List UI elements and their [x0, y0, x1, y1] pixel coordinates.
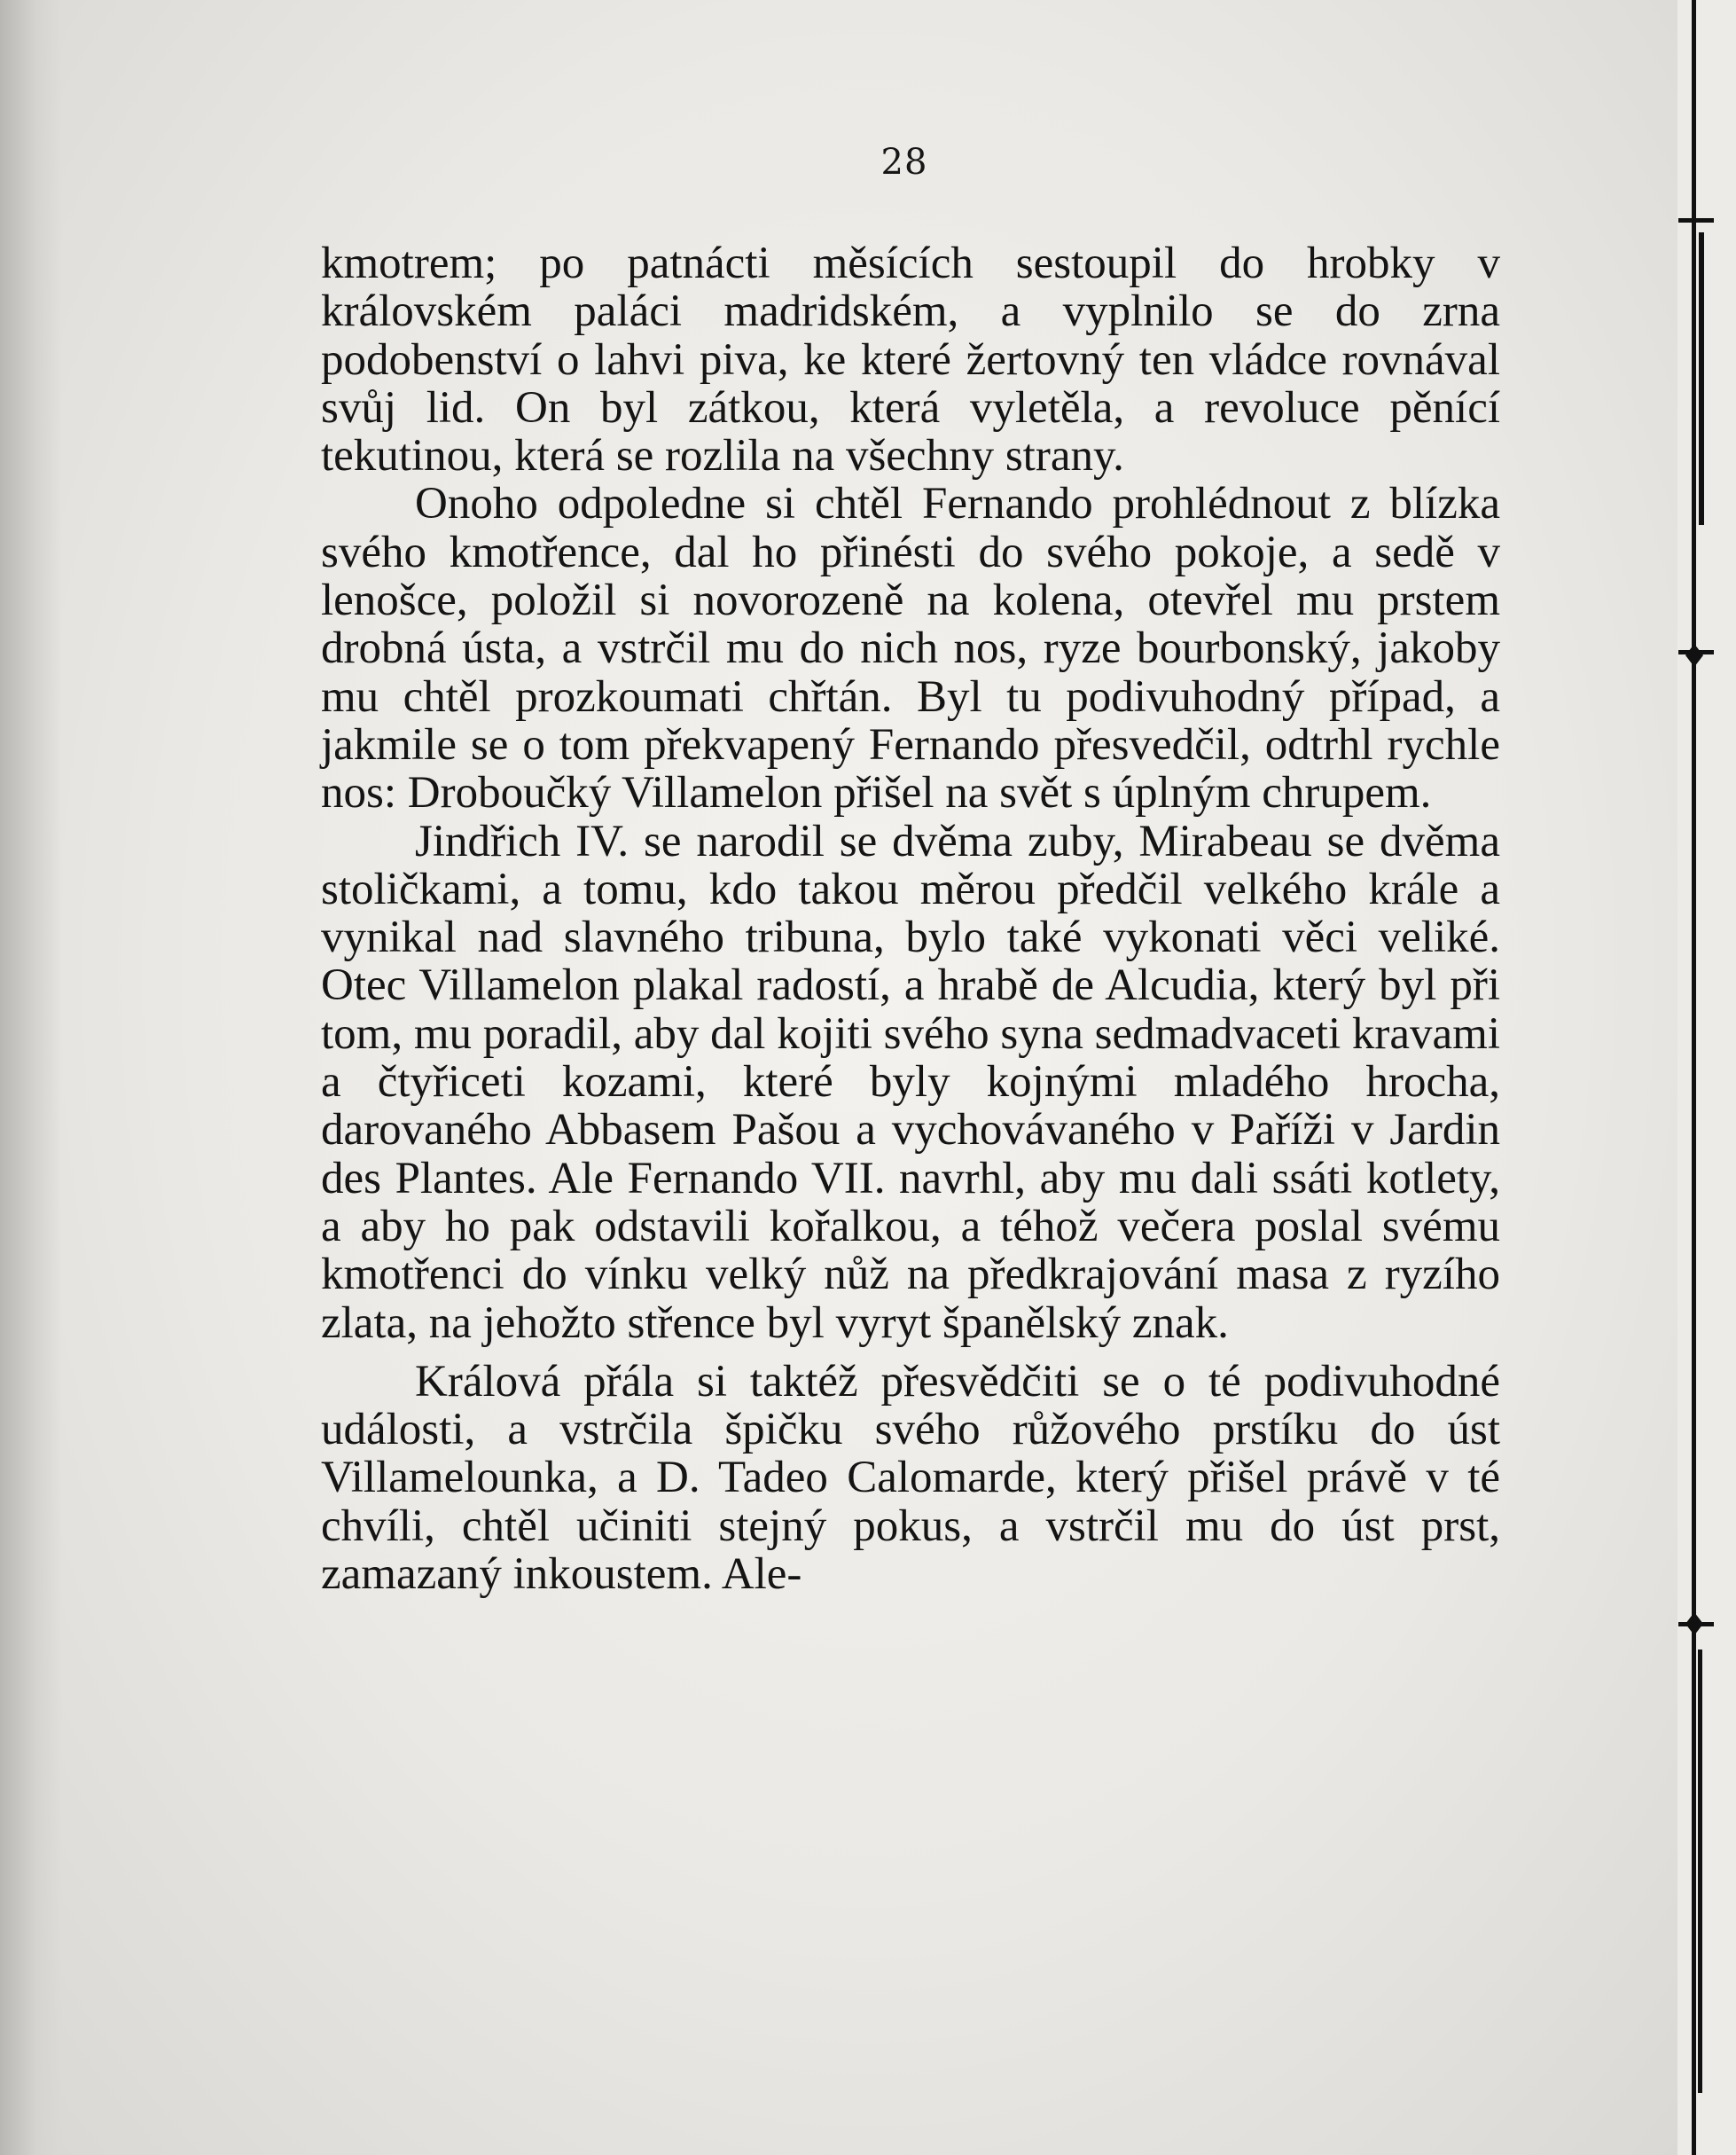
paragraph: Onoho odpoledne si chtěl Fernando prohlédnout z blízka svého kmotřence, dal ho přinésti do svého pokoje, a sedě v lenošce, položil si novorozeně na kolena, otevřel mu prstem drobná ústa, a vstrčil mu do nich nos, ryze bourbonský, jakoby mu chtěl prozkoumati chřtán. Byl tu podivuhodný případ, a jakmile se o tom překvapený Fernando přesvedčil, odtrhl rychle nos: Droboučký Villamelon přišel na svět s úplným chrupem.	[321, 479, 1500, 819]
body-text	[321, 239, 1500, 1598]
paragraph: Jindřich IV. se narodil se dvěma zuby, Mirabeau se dvěma stoličkami, a tomu, kdo takou měrou předčil velkého krále a vynikal nad slavného tribuna, bylo také vykonati věci veliké. Otec Villamelon plakal radostí, a hrabě de Alcudia, který byl při tom, mu poradil, aby dal kojiti svého syna sedmadvaceti kravami a čtyřiceti kozami, které byly kojnými mladého hrocha, darovaného Abbasem Pašou a vychovávaného v Paříži v Jardin des Plantes. Ale Fernando VII. navrhl, aby mu dali ssáti kotlety, a aby ho pak odstavili kořalkou, a téhož večera poslal svému kmotřenci do vínku velký nůž na předkrajování masa z ryzího zlata, na jehožto střence byl vyryt španělský znak.	[321, 816, 1500, 1348]
paragraph: Králová přála si taktéž přesvědčiti se o té podivuhodné události, a vstrčila špičku svého růžového prstíku do úst Villamelounka, a D. Tadeo Calomarde, který přišel právě v té chvíli, chtěl učiniti stejný pokus, a vstrčil mu do úst prst, zamazaný inkoustem. Ale-	[321, 1356, 1500, 1600]
margin-rule	[1692, 0, 1696, 2155]
page-number: 28	[880, 142, 928, 183]
page-edge	[1677, 0, 1736, 2155]
margin-tick	[1678, 650, 1714, 654]
margin-bar	[1698, 1650, 1702, 2093]
margin-bar	[1699, 232, 1704, 525]
margin-tick	[1678, 1622, 1714, 1626]
paragraph: kmotrem; po patnácti měsících sestoupil do hrobky v královském paláci madridském, a vyplnilo se do zrna podobenství o lahvi piva, ke které žertovný ten vládce rovnával svůj lid. On byl zátkou, která vyletěla, a revoluce pěnící tekutinou, která se rozlila na všechny strany.	[321, 239, 1500, 482]
margin-tick	[1678, 218, 1714, 223]
binding-shadow	[0, 0, 62, 2155]
